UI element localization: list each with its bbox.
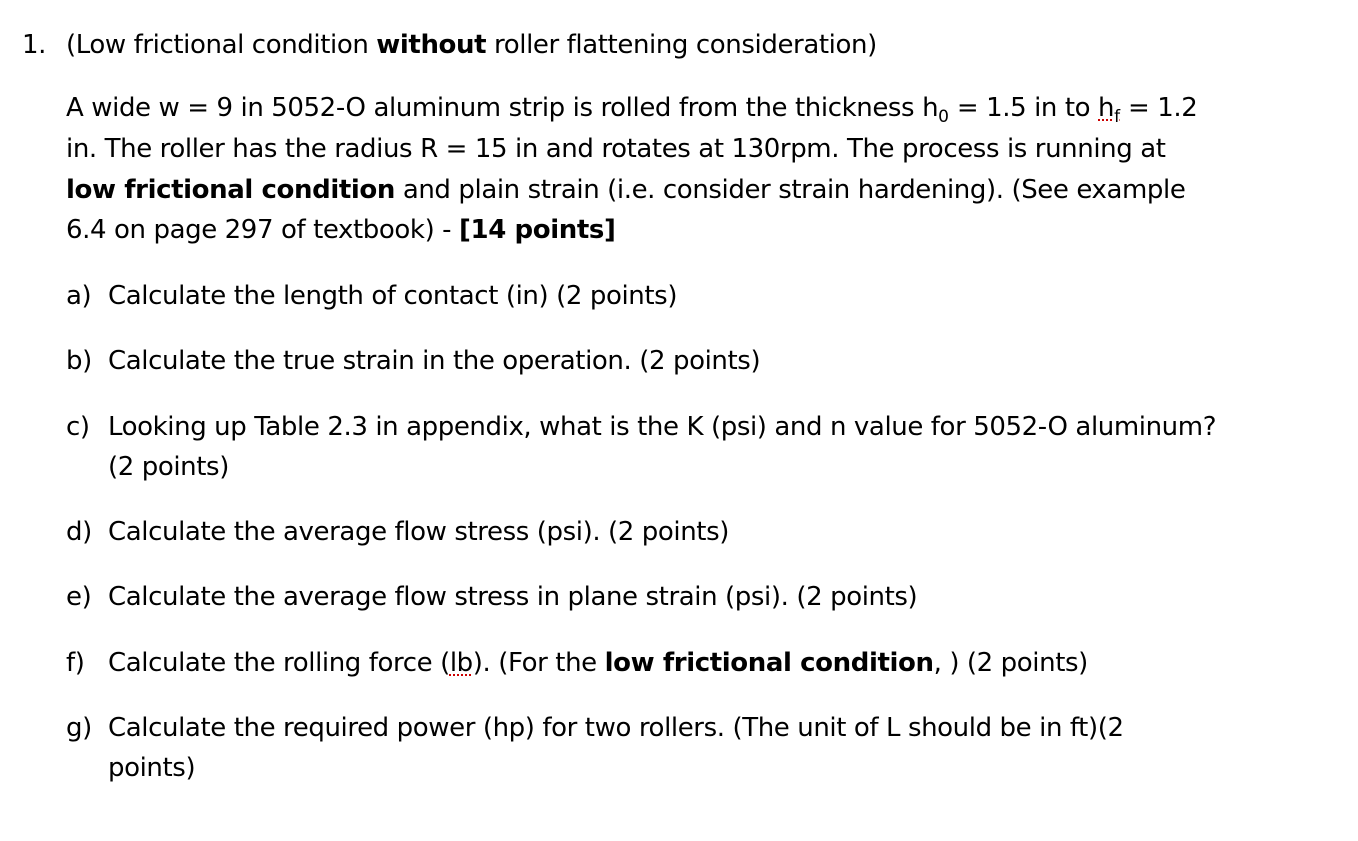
item-c-text-2: (2 points)	[108, 452, 229, 482]
question-heading	[66, 29, 877, 61]
unit-lb: lb	[449, 648, 473, 678]
problem-points-total: [14 points]	[459, 215, 616, 245]
subscript-f: f	[1114, 107, 1121, 127]
item-g-text-2: points)	[108, 753, 196, 783]
subscript-zero: 0	[938, 107, 949, 127]
item-a-text: Calculate the length of contact (in) (2 points)	[108, 281, 678, 311]
item-c-text-1: Looking up Table 2.3 in appendix, what is the K (psi) and n value for 5052-O aluminum?	[108, 412, 1217, 442]
problem-line-1	[66, 92, 1197, 127]
problem-l3-rest: and plain strain (i.e. consider strain hardening). (See example	[394, 175, 1186, 205]
item-c-label: c)	[66, 412, 90, 442]
heading-text-pre: (Low frictional condition	[66, 30, 377, 60]
problem-line-4	[66, 214, 615, 246]
item-g-label: g)	[66, 713, 92, 743]
item-f-text-a: Calculate the rolling force (	[108, 648, 450, 678]
item-f-label: f)	[66, 648, 85, 678]
item-b-label: b)	[66, 346, 92, 376]
item-d-text: Calculate the average flow stress (psi). (2 points)	[108, 517, 729, 547]
item-b-text: Calculate the true strain in the operation. (2 points)	[108, 346, 761, 376]
problem-l3-bold: low frictional condition	[66, 175, 395, 205]
problem-l1-b: = 1.5 in to	[948, 93, 1099, 123]
heading-text-post: roller flattening consideration)	[486, 30, 877, 60]
heading-bold-without: without	[376, 30, 487, 60]
item-e-label: e)	[66, 582, 92, 612]
item-g-text-1: Calculate the required power (hp) for two rollers. (The unit of L should be in ft)(2	[108, 713, 1124, 743]
problem-line-2: in. The roller has the radius R = 15 in and rotates at 130rpm. The process is running at	[66, 134, 1166, 164]
item-d-label: d)	[66, 517, 92, 547]
question-number: 1.	[22, 30, 47, 60]
problem-l1-a: A wide w = 9 in 5052-O aluminum strip is rolled from the thickness h	[66, 93, 939, 123]
problem-l1-c: = 1.2	[1120, 93, 1198, 123]
item-f-text-c: , ) (2 points)	[933, 648, 1088, 678]
item-e-text: Calculate the average flow stress in plane strain (psi). (2 points)	[108, 582, 918, 612]
item-f-text	[108, 647, 1088, 679]
item-f-bold: low frictional condition	[604, 648, 934, 678]
item-a-label: a)	[66, 281, 92, 311]
hf-h: h	[1098, 93, 1115, 123]
problem-l4-a: 6.4 on page 297 of textbook) -	[66, 215, 460, 245]
hf-symbol	[1098, 93, 1121, 127]
problem-line-3	[66, 174, 1185, 206]
item-f-text-b: ). (For the	[472, 648, 605, 678]
